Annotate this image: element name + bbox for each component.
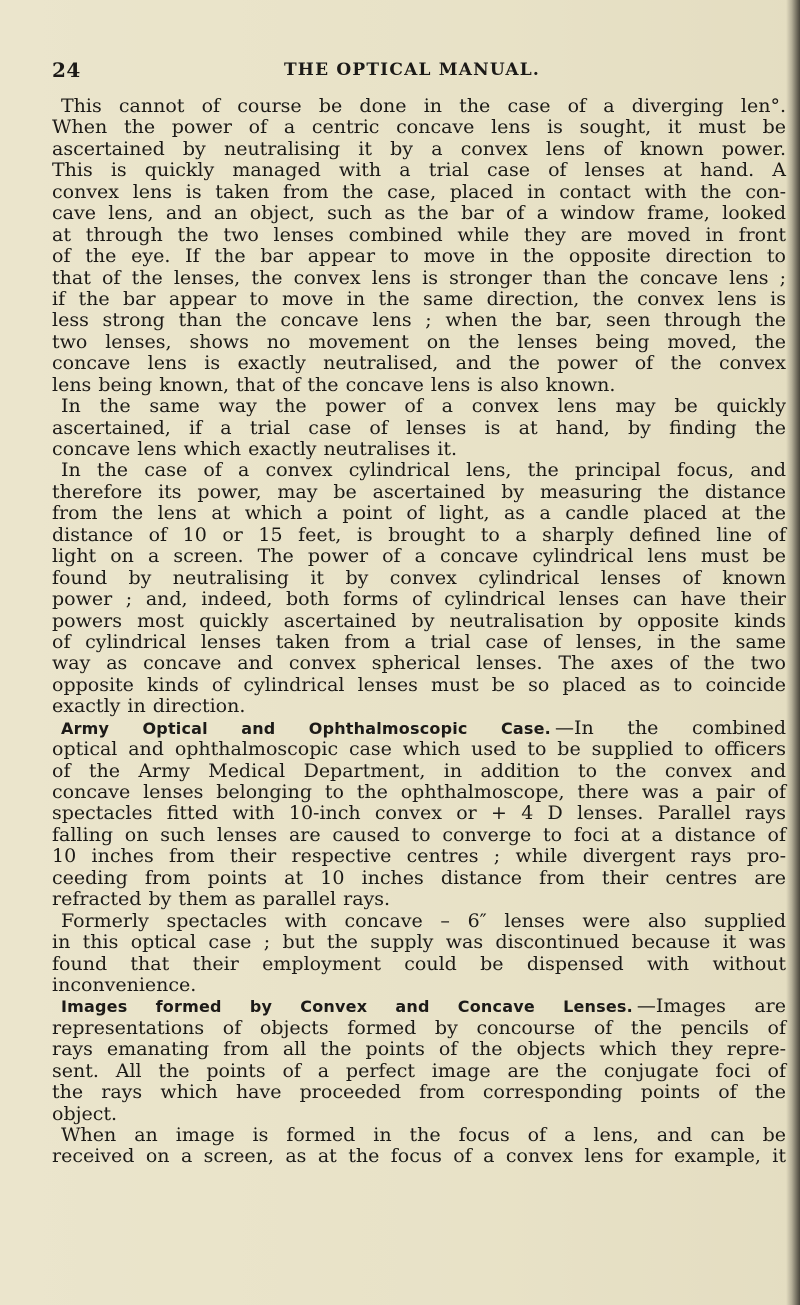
line-text: therefore its power, may be ascertained by measuring the distance xyxy=(52,480,786,503)
text-line xyxy=(52,246,786,267)
line-text: received on a screen, as at the focus of a convex lens for example, it xyxy=(52,1145,786,1168)
text-line xyxy=(52,932,786,953)
page-edge-shadow xyxy=(786,0,800,1305)
running-title: THE OPTICAL MANUAL. xyxy=(283,60,541,80)
text-line xyxy=(52,653,786,674)
line-text: sent. All the points of a perfect image are the conjugate foci of xyxy=(52,1059,786,1082)
text-line xyxy=(52,375,786,396)
text-line xyxy=(52,310,786,331)
line-text: two lenses, shows no movement on the lenses being moved, the xyxy=(52,330,786,353)
line-text: light on a screen. The power of a concave cylindrical lens must be xyxy=(52,545,786,568)
text-line xyxy=(52,139,786,160)
line-text: This is quickly managed with a trial case of lenses at hand. A xyxy=(52,159,786,182)
line-text: —Images are xyxy=(636,995,786,1018)
line-text: ascertained, if a trial case of lenses is at hand, by finding the xyxy=(52,416,786,439)
line-text: of the Army Medical Department, in addition to the convex and xyxy=(52,759,786,782)
text-line xyxy=(52,460,786,481)
line-text: —In the combined xyxy=(554,716,786,739)
line-text: inconvenience. xyxy=(52,973,197,996)
line-text: rays emanating from all the points of the objects which they repre- xyxy=(52,1038,786,1061)
text-line xyxy=(52,632,786,653)
line-text: exactly in direction. xyxy=(52,695,246,718)
line-text: falling on such lenses are caused to converge to foci at a distance of xyxy=(52,823,786,846)
text-line xyxy=(52,268,786,289)
section-heading: Army Optical and Ophthalmoscopic Case. xyxy=(61,718,551,738)
text-line xyxy=(52,117,786,138)
text-line xyxy=(52,611,786,632)
text-line xyxy=(52,1018,786,1039)
line-text: When the power of a centric concave lens is sought, it must be xyxy=(52,116,786,139)
text-line xyxy=(52,439,786,460)
line-text: opposite kinds of cylindrical lenses must be so placed as to coincide xyxy=(52,673,786,696)
line-text: concave lens is exactly neutralised, and the power of the convex xyxy=(52,352,786,375)
text-line xyxy=(52,289,786,310)
text-line xyxy=(52,911,786,932)
text-line xyxy=(52,868,786,889)
page-header xyxy=(52,58,772,82)
line-text: distance of 10 or 15 feet, is brought to a sharply defined line of xyxy=(52,523,786,546)
line-text: power ; and, indeed, both forms of cylindrical lenses can have their xyxy=(52,588,786,611)
line-text: of cylindrical lenses taken from a trial case of lenses, in the same xyxy=(52,630,786,653)
line-text: at through the two lenses combined while they are moved in front xyxy=(52,223,786,246)
line-text: spectacles fitted with 10-inch convex or + 4 D lenses. Parallel rays xyxy=(52,802,786,825)
text-line xyxy=(52,803,786,824)
line-text: the rays which have proceeded from corresponding points of the xyxy=(52,1081,786,1104)
line-text: In the case of a convex cylindrical lens, the principal focus, and xyxy=(61,459,786,482)
text-line xyxy=(52,589,786,610)
line-text: powers most quickly ascertained by neutralisation by opposite kinds xyxy=(52,609,786,632)
line-text: When an image is formed in the focus of a lens, and can be xyxy=(61,1124,786,1146)
text-line xyxy=(52,954,786,975)
section-heading: Images formed by Convex and Concave Lenses. xyxy=(61,997,633,1017)
text-line xyxy=(52,846,786,867)
line-text: Formerly spectacles with concave – 6″ lenses were also supplied xyxy=(61,909,786,932)
text-line xyxy=(52,160,786,181)
text-line xyxy=(52,353,786,374)
text-line xyxy=(52,1125,786,1146)
line-text: In the same way the power of a convex lens may be quickly xyxy=(61,395,786,418)
text-line xyxy=(52,996,786,1017)
line-text: found that their employment could be dispensed with without xyxy=(52,952,786,975)
line-text: ascertained by neutralising it by a convex lens of known power. xyxy=(52,137,786,160)
body-text xyxy=(52,96,786,1168)
text-line xyxy=(52,182,786,203)
text-line xyxy=(52,889,786,910)
line-text: concave lenses belonging to the ophthalmoscope, there was a pair of xyxy=(52,781,786,803)
text-line xyxy=(52,696,786,717)
text-line xyxy=(52,1061,786,1082)
page-number: 24 xyxy=(52,58,81,82)
line-text: lens being known, that of the concave lens is also known. xyxy=(52,373,616,396)
text-line xyxy=(52,332,786,353)
text-line xyxy=(52,525,786,546)
text-line xyxy=(52,203,786,224)
line-text: cave lens, and an object, such as the bar of a window frame, looked xyxy=(52,202,786,225)
line-text: that of the lenses, the convex lens is stronger than the concave lens ; xyxy=(52,266,786,289)
text-line xyxy=(52,975,786,996)
text-line xyxy=(52,418,786,439)
text-line xyxy=(52,1146,786,1167)
text-line xyxy=(52,1039,786,1060)
line-text: of the eye. If the bar appear to move in the opposite direction to xyxy=(52,245,786,268)
line-text: less strong than the concave lens ; when the bar, seen through the xyxy=(52,309,786,332)
line-text: optical and ophthalmoscopic case which used to be supplied to officers xyxy=(52,738,786,761)
line-text: if the bar appear to move in the same direction, the convex lens is xyxy=(52,287,786,310)
line-text: way as concave and convex spherical lenses. The axes of the two xyxy=(52,652,786,675)
line-text: found by neutralising it by convex cylindrical lenses of known xyxy=(52,566,786,589)
text-line xyxy=(52,1082,786,1103)
line-text: object. xyxy=(52,1102,118,1125)
text-line xyxy=(52,96,786,117)
text-line xyxy=(52,739,786,760)
text-line xyxy=(52,568,786,589)
text-line xyxy=(52,546,786,567)
text-line xyxy=(52,825,786,846)
text-line xyxy=(52,718,786,739)
text-line xyxy=(52,503,786,524)
text-line xyxy=(52,761,786,782)
text-line xyxy=(52,1104,786,1125)
line-text: ceeding from points at 10 inches distance from their centres are xyxy=(52,866,786,889)
line-text: This cannot of course be done in the case of a diverging len°. xyxy=(61,95,786,117)
text-line xyxy=(52,225,786,246)
text-line xyxy=(52,675,786,696)
line-text: from the lens at which a point of light, as a candle placed at the xyxy=(52,502,786,525)
line-text: refracted by them as parallel rays. xyxy=(52,888,391,911)
line-text: in this optical case ; but the supply was discontinued because it was xyxy=(52,931,786,954)
text-line xyxy=(52,396,786,417)
text-line xyxy=(52,782,786,803)
line-text: 10 inches from their respective centres ; while divergent rays pro- xyxy=(52,845,786,868)
line-text: convex lens is taken from the case, placed in contact with the con- xyxy=(52,180,786,203)
text-line xyxy=(52,482,786,503)
line-text: representations of objects formed by concourse of the pencils of xyxy=(52,1016,786,1039)
line-text: concave lens which exactly neutralises it. xyxy=(52,438,458,460)
